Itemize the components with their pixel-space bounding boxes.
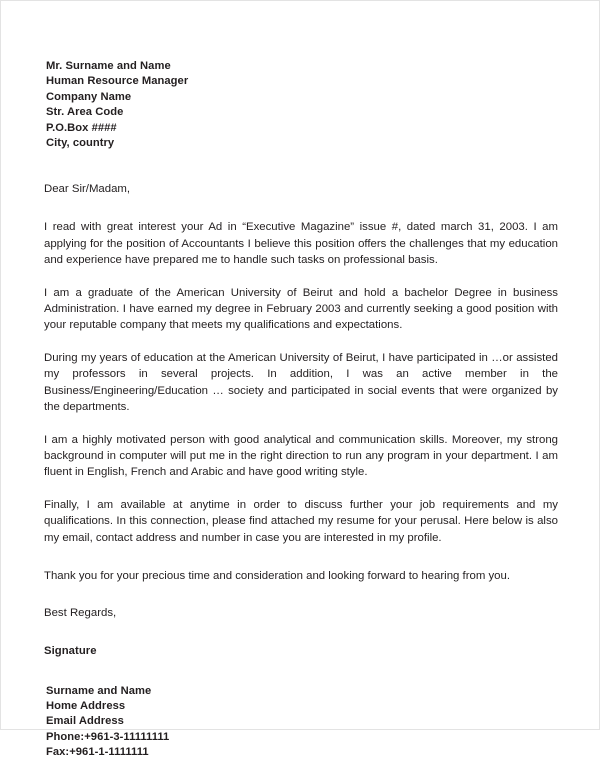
salutation: Dear Sir/Madam, (44, 183, 131, 196)
recipient-line: Str. Area Code (46, 106, 124, 119)
signature-label: Signature (44, 644, 97, 657)
recipient-line: P.O.Box #### (46, 121, 117, 134)
closing-regards: Best Regards, (44, 607, 117, 620)
sender-address-block (46, 659, 558, 761)
sender-phone: Phone:+961-3-11111111 (46, 730, 170, 743)
sender-line: Surname and Name (46, 684, 152, 697)
body-paragraph: I read with great interest your Ad in “Executive Magazine” issue #, dated march 31, 2003. I am applying for the position of Accountants I believe this position offers the challenges that my education and experience have prepared me to handle such tasks on professional basis. (44, 221, 558, 267)
sender-line: Email Address (46, 715, 124, 728)
sender-line: Home Address (46, 700, 126, 713)
letter-content (44, 1, 558, 761)
recipient-line: Human Resource Manager (46, 75, 189, 88)
body-paragraph: I am a graduate of the American University of Beirut and hold a bachelor Degree in business Administration. I have earned my degree in February 2003 and currently seeking a good position with your reputable company that meets my qualifications and expectations. (44, 286, 558, 332)
sender-fax: Fax:+961-1-1111111 (46, 746, 149, 759)
recipient-line: City, country (46, 137, 115, 150)
closing-thanks: Thank you for your precious time and consideration and looking forward to hearing from you. (44, 569, 511, 582)
body-paragraph: Finally, I am available at anytime in order to discuss further your job requirements and my qualifications. In this connection, please find attached my resume for your perusal. Here below is also my email, contact address and number in case you are interested in my profile. (44, 498, 558, 544)
recipient-address-block (46, 1, 558, 151)
recipient-line: Mr. Surname and Name (46, 60, 171, 72)
body-paragraph: I am a highly motivated person with good analytical and communication skills. Moreover, my strong background in computer will put me in the right direction to run any program in your department. I am fluent in English, French and Arabic and have good writing style. (44, 433, 558, 479)
recipient-line: Company Name (46, 90, 132, 103)
body-paragraph: During my years of education at the American University of Beirut, I have participated in …or assisted my professors in several projects. In addition, I was an active member in the Business/Engineering/Education … society and participated in social events that were organized by the departments. (44, 351, 558, 414)
